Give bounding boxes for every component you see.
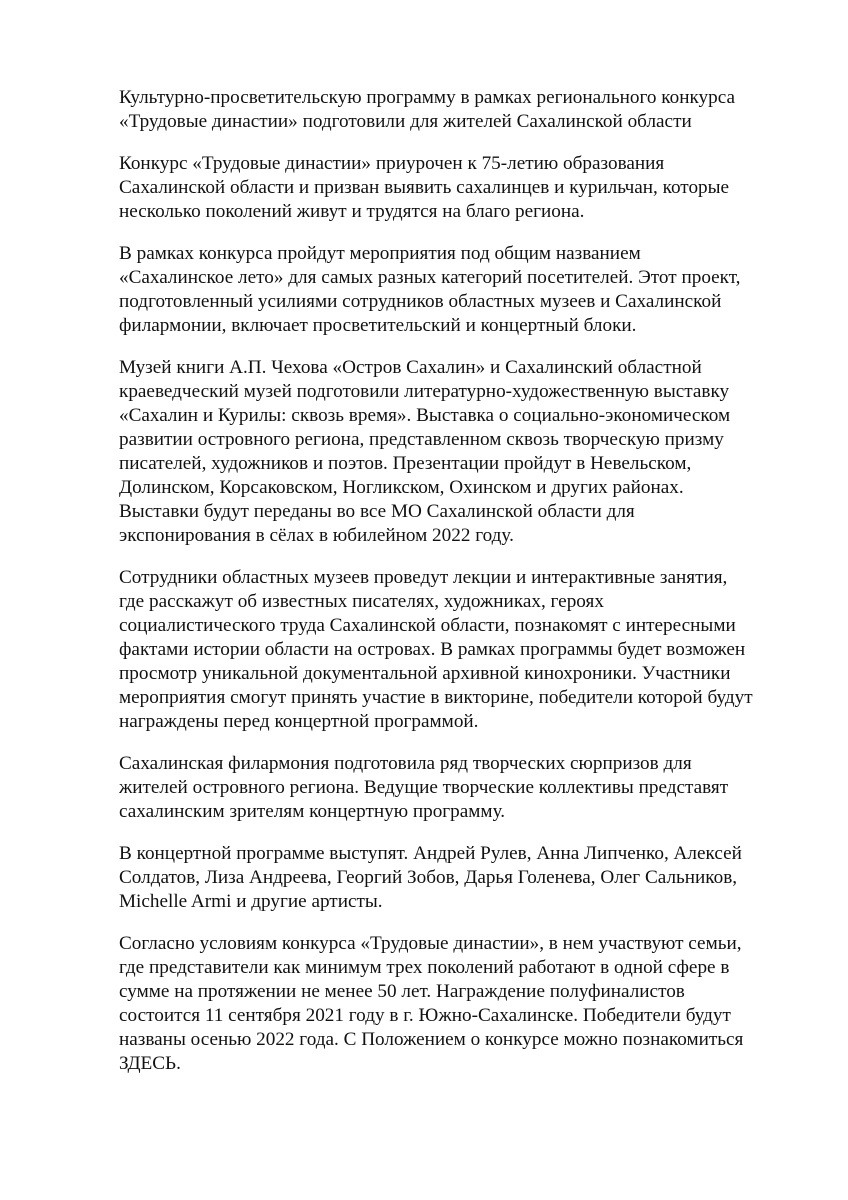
title-line: «Трудовые династии» подготовили для жителей Сахалинской области [119,111,692,132]
text-line: развитии островного региона, представленном сквозь творческую призму [119,429,724,450]
text-line: состоится 11 сентября 2021 году в г. Южно-Сахалинске. Победители будут [119,1005,731,1026]
text-line: просмотр уникальной документальной архивной кинохроники. Участники [119,663,731,684]
text-line: филармонии, включает просветительский и концертный блоки. [119,315,637,336]
paragraph-philharmonic [119,752,788,824]
text-line: ЗДЕСЬ. [119,1053,181,1074]
text-line: мероприятия смогут принять участие в викторине, победители которой будут [119,687,753,708]
text-line: «Сахалинское лето» для самых разных категорий посетителей. Этот проект, [119,267,741,288]
paragraph-events [119,242,788,338]
text-line: фактами истории области на островах. В рамках программы будет возможен [119,639,746,660]
paragraph-performers [119,842,788,914]
text-line: Сахалинская филармония подготовила ряд творческих сюрпризов для [119,753,692,774]
text-line: писателей, художников и поэтов. Презентации пройдут в Невельском, [119,453,692,474]
text-line: Долинском, Корсаковском, Ногликском, Охинском и других районах. [119,477,684,498]
text-line: В концертной программе выступят. Андрей Рулев, Анна Липченко, Алексей [119,843,742,864]
paragraph-lectures [119,566,788,734]
text-line: где расскажут об известных писателях, художниках, героях [119,591,604,612]
text-line: сумме на протяжении не менее 50 лет. Награждение полуфиналистов [119,981,685,1002]
text-line: несколько поколений живут и трудятся на благо региона. [119,201,585,222]
document-title [119,86,788,134]
text-line: социалистического труда Сахалинской области, познакомят с интересными [119,615,736,636]
text-line: сахалинским зрителям концертную программу. [119,801,506,822]
paragraph-exhibition [119,356,788,548]
text-line: Согласно условиям конкурса «Трудовые династии», в нем участвуют семьи, [119,933,742,954]
text-line: Сотрудники областных музеев проведут лекции и интерактивные занятия, [119,567,728,588]
text-line: краеведческий музей подготовили литературно-художественную выставку [119,381,730,402]
text-line: где представители как минимум трех поколений работают в одной сфере в [119,957,730,978]
text-line: экспонирования в сёлах в юбилейном 2022 году. [119,525,514,546]
paragraph-conditions [119,932,788,1076]
text-line: В рамках конкурса пройдут мероприятия под общим названием [119,243,641,264]
text-line: Michelle Armi и другие артисты. [119,891,383,912]
text-line: Выставки будут переданы во все МО Сахалинской области для [119,501,635,522]
text-line: Солдатов, Лиза Андреева, Георгий Зобов, Дарья Голенева, Олег Сальников, [119,867,738,888]
paragraph-intro [119,152,788,224]
text-line: Сахалинской области и призван выявить сахалинцев и курильчан, которые [119,177,730,198]
text-line: жителей островного региона. Ведущие творческие коллективы представят [119,777,729,798]
text-line: Конкурс «Трудовые династии» приурочен к 75-летию образования [119,153,665,174]
text-line: награждены перед концертной программой. [119,711,479,732]
text-line: названы осенью 2022 года. С Положением о конкурсе можно познакомиться [119,1029,744,1050]
text-line: Музей книги А.П. Чехова «Остров Сахалин» и Сахалинский областной [119,357,702,378]
text-line: подготовленный усилиями сотрудников областных музеев и Сахалинской [119,291,722,312]
text-line: «Сахалин и Курилы: сквозь время». Выставка о социально-экономическом [119,405,731,426]
title-line: Культурно-просветительскую программу в рамках регионального конкурса [119,87,735,108]
